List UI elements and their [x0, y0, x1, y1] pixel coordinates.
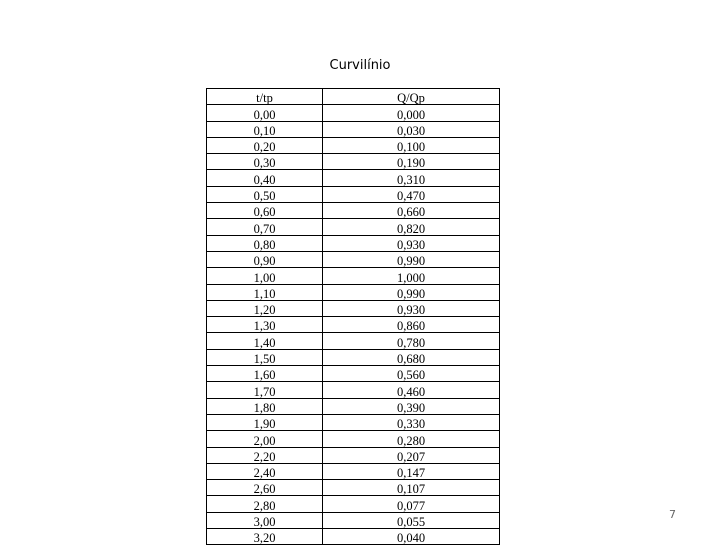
cell-t-tp: 1,20 [207, 300, 323, 316]
cell-t-tp: 1,60 [207, 366, 323, 382]
cell-t-tp: 0,80 [207, 235, 323, 251]
cell-t-tp: 1,10 [207, 284, 323, 300]
cell-q-qp: 0,780 [323, 333, 500, 349]
cell-q-qp: 0,560 [323, 366, 500, 382]
cell-t-tp: 2,80 [207, 496, 323, 512]
slide-title: Curvilínio [329, 58, 391, 73]
cell-t-tp: 2,20 [207, 447, 323, 463]
cell-q-qp: 0,310 [323, 170, 500, 186]
table-row [207, 219, 500, 235]
cell-t-tp: 1,00 [207, 268, 323, 284]
cell-t-tp: 0,70 [207, 219, 323, 235]
table-row [207, 251, 500, 267]
cell-t-tp: 0,50 [207, 186, 323, 202]
cell-q-qp: 0,100 [323, 137, 500, 153]
cell-q-qp: 0,055 [323, 512, 500, 528]
cell-t-tp: 0,10 [207, 121, 323, 137]
cell-t-tp: 1,90 [207, 414, 323, 430]
table-header-row [207, 89, 500, 105]
cell-t-tp: 1,80 [207, 398, 323, 414]
cell-t-tp: 2,40 [207, 463, 323, 479]
table-row [207, 463, 500, 479]
table-row [207, 333, 500, 349]
cell-q-qp: 0,930 [323, 300, 500, 316]
cell-q-qp: 0,460 [323, 382, 500, 398]
cell-q-qp: 0,470 [323, 186, 500, 202]
table-row [207, 137, 500, 153]
table-row [207, 382, 500, 398]
table-row [207, 317, 500, 333]
cell-q-qp: 0,030 [323, 121, 500, 137]
cell-t-tp: 1,50 [207, 349, 323, 365]
page-number: 7 [669, 508, 676, 521]
table-row [207, 186, 500, 202]
cell-t-tp: 0,40 [207, 170, 323, 186]
table-row [207, 398, 500, 414]
cell-q-qp: 0,660 [323, 203, 500, 219]
table-row [207, 496, 500, 512]
cell-q-qp: 0,930 [323, 235, 500, 251]
cell-t-tp: 3,20 [207, 529, 323, 545]
cell-q-qp: 0,680 [323, 349, 500, 365]
table-row [207, 512, 500, 528]
table-row [207, 170, 500, 186]
cell-t-tp: 1,40 [207, 333, 323, 349]
table-row [207, 414, 500, 430]
cell-q-qp: 0,077 [323, 496, 500, 512]
cell-t-tp: 1,30 [207, 317, 323, 333]
header-t-tp: t/tp [207, 89, 323, 105]
cell-q-qp: 0,207 [323, 447, 500, 463]
cell-t-tp: 0,30 [207, 154, 323, 170]
table-row [207, 284, 500, 300]
cell-q-qp: 0,990 [323, 251, 500, 267]
table-row [207, 349, 500, 365]
cell-t-tp: 0,90 [207, 251, 323, 267]
cell-t-tp: 0,00 [207, 105, 323, 121]
table-row [207, 300, 500, 316]
cell-q-qp: 1,000 [323, 268, 500, 284]
table-row [207, 480, 500, 496]
cell-q-qp: 0,990 [323, 284, 500, 300]
table-row [207, 154, 500, 170]
cell-t-tp: 3,00 [207, 512, 323, 528]
table-row [207, 105, 500, 121]
table-body [207, 105, 500, 545]
cell-q-qp: 0,330 [323, 414, 500, 430]
cell-t-tp: 0,20 [207, 137, 323, 153]
cell-q-qp: 0,147 [323, 463, 500, 479]
hydrograph-table [206, 88, 500, 545]
table-row [207, 366, 500, 382]
cell-t-tp: 0,60 [207, 203, 323, 219]
table-row [207, 447, 500, 463]
cell-q-qp: 0,190 [323, 154, 500, 170]
cell-q-qp: 0,000 [323, 105, 500, 121]
cell-q-qp: 0,390 [323, 398, 500, 414]
cell-q-qp: 0,107 [323, 480, 500, 496]
cell-t-tp: 1,70 [207, 382, 323, 398]
cell-q-qp: 0,860 [323, 317, 500, 333]
table-row [207, 431, 500, 447]
table-row [207, 203, 500, 219]
header-q-qp: Q/Qp [323, 89, 500, 105]
table-row [207, 121, 500, 137]
cell-q-qp: 0,820 [323, 219, 500, 235]
cell-t-tp: 2,60 [207, 480, 323, 496]
table-row [207, 268, 500, 284]
cell-q-qp: 0,280 [323, 431, 500, 447]
table-row [207, 529, 500, 545]
table-row [207, 235, 500, 251]
cell-t-tp: 2,00 [207, 431, 323, 447]
cell-q-qp: 0,040 [323, 529, 500, 545]
